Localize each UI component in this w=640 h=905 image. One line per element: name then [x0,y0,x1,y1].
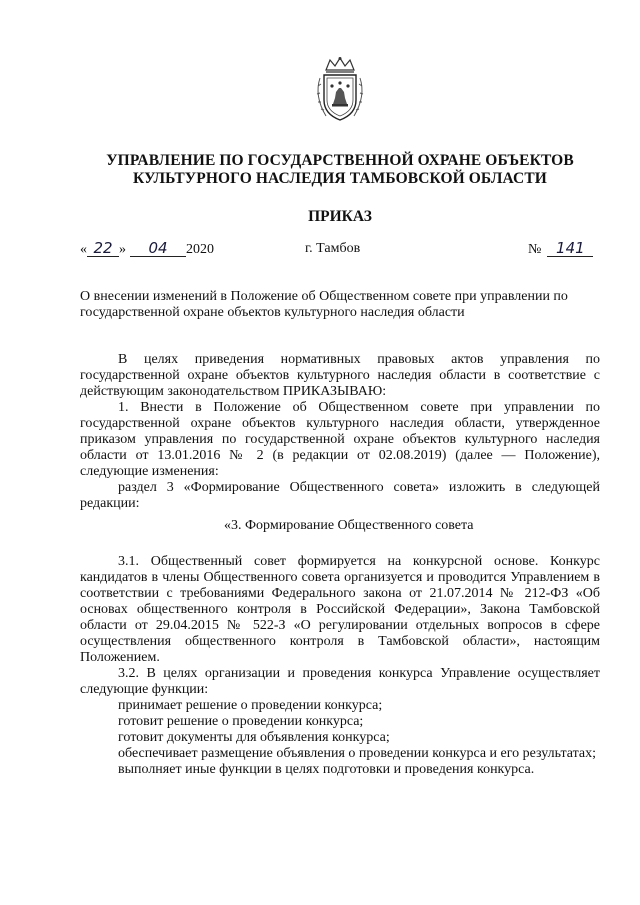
order-number-handwritten: 141 [547,240,593,257]
list-item: принимает решение о проведении конкурса; [118,698,383,713]
section-heading: «3. Формирование Общественного совета [224,518,474,533]
order-body [80,352,600,778]
date-close-quote: » [119,242,126,257]
list-item: готовит решение о проведении конкурса; [118,714,364,729]
date-day-handwritten: 22 [87,240,119,257]
paragraph-preamble: В целях приведения нормативных правовых актов управления по государственной охране объектов культурного наследия области в соответствие с действующим законодательством ПРИКАЗЫВАЮ: [80,352,600,399]
list-item: готовит документы для объявления конкурса; [118,730,390,745]
document-type-title: ПРИКАЗ [308,208,372,225]
tambov-coat-of-arms-icon [312,56,368,124]
list-item: выполняет иные функции в целях подготовки и проведения конкурса. [118,762,535,777]
date-month-handwritten: 04 [130,240,186,257]
agency-name-line-1: УПРАВЛЕНИЕ ПО ГОСУДАРСТВЕННОЙ ОХРАНЕ ОБЪЕКТОВ [106,152,574,169]
list-item: обеспечивает размещение объявления о проведении конкурса и его результатах; [118,746,597,761]
agency-name-line-2: КУЛЬТУРНОГО НАСЛЕДИЯ ТАМБОВСКОЙ ОБЛАСТИ [133,170,547,187]
order-city: г. Тамбов [305,241,361,256]
paragraph-item-1: 1. Внести в Положение об Общественном совете при управлении по государственной охране объектов культурного наследия области, утвержденное приказом управления по государственной охране объектов культурного наследия области от 13.01.2016 № 2 (в редакции от 02.08.2019) (далее — Положение), следующие изменения: [80,400,600,479]
order-number-prefix: № [528,242,542,257]
order-subject: О внесении изменений в Положение об Общественном совете при управлении по государственной охране объектов культурного наследия области [80,289,568,320]
paragraph-3-1: 3.1. Общественный совет формируется на конкурсной основе. Конкурс кандидатов в члены Общественного совета организуется и проводится Управлением в соответствии с требованиями Федерального закона от 21.07.2014 № 212-ФЗ «Об основах общественного контроля в Российской Федерации», Закона Тамбовской области от 29.04.2015 № 522-З «О регулировании отдельных вопросов в сфере осуществления общественного контроля в Тамбовской области», настоящим Положением. [80,554,600,665]
paragraph-section-instruction: раздел 3 «Формирование Общественного совета» изложить в следующей редакции: [80,480,600,511]
date-year: 2020 [186,242,214,257]
date-open-quote: « [80,242,87,257]
paragraph-3-2: 3.2. В целях организации и проведения конкурса Управление осуществляет следующие функции: [80,666,600,697]
order-date [80,240,214,259]
order-number [528,240,593,259]
